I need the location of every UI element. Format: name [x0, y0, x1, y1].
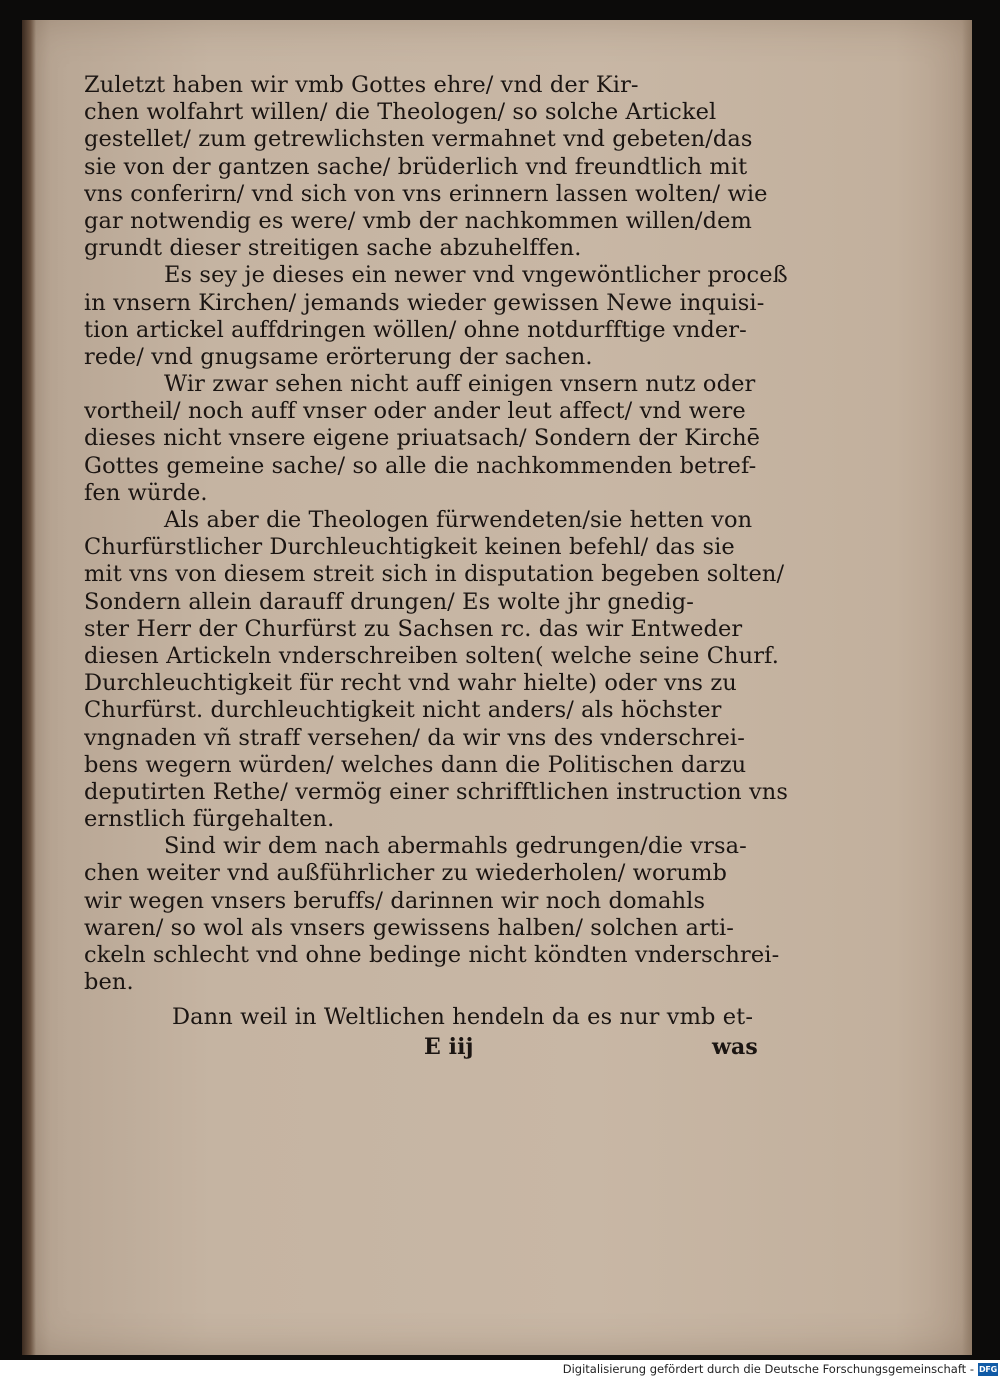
text-line: tion artickel auffdringen wöllen/ ohne notdurfftige vnder- — [84, 316, 747, 343]
text-line: chen weiter vnd außführlicher zu wiederholen/ worumb — [84, 860, 728, 887]
text-line: deputirten Rethe/ vermög einer schrifftlichen instruction vns — [84, 778, 789, 805]
text-line: Sondern allein darauff drungen/ Es wolte jhr gnedig- — [84, 588, 694, 615]
page-footer-row — [84, 1032, 824, 1062]
text-line: dieses nicht vnsere eigene priuatsach/ Sondern der Kirchē — [84, 425, 761, 452]
text-line: ster Herr der Churfürst zu Sachsen rc. das wir Entweder — [84, 615, 743, 642]
book-page — [22, 20, 972, 1355]
text-line: rede/ vnd gnugsame erörterung der sachen. — [84, 343, 593, 370]
text-line: gar notwendig es were/ vmb der nachkommen willen/dem — [84, 207, 752, 234]
text-line: vortheil/ noch auff vnser oder ander leut affect/ vnd were — [84, 398, 746, 425]
text-line: fen würde. — [84, 479, 208, 506]
text-line: grundt dieser streitigen sache abzuhelffen. — [84, 235, 582, 262]
catchword: was — [712, 1033, 758, 1060]
paragraph-start-line: Dann weil in Weltlichen hendeln da es nur vmb et- — [172, 1004, 754, 1031]
text-line: in vnsern Kirchen/ jemands wieder gewissen Newe inquisi- — [84, 289, 765, 316]
text-line: vngnaden vñ straff versehen/ da wir vns des vnderschrei- — [84, 724, 745, 751]
text-line: bens wegern würden/ welches dann die Politischen darzu — [84, 751, 747, 778]
text-line: wir wegen vnsers beruffs/ darinnen wir noch domahls — [84, 887, 706, 914]
text-line: ben. — [84, 969, 134, 996]
text-line: mit vns von diesem streit sich in disputation begeben solten/ — [84, 561, 785, 588]
text-line: Durchleuchtigkeit für recht vnd wahr hielte) oder vns zu — [84, 670, 737, 697]
page-right-edge — [962, 20, 972, 1355]
text-line: vns conferirn/ vnd sich von vns erinnern lassen wolten/ wie — [84, 180, 768, 207]
text-line: ckeln schlecht vnd ohne bedinge nicht köndten vnderschrei- — [84, 942, 780, 968]
page-text-block — [84, 72, 824, 1062]
funding-text: Digitalisierung gefördert durch die Deutsche Forschungsgemeinschaft - — [562, 1362, 974, 1376]
text-line: diesen Artickeln vnderschreiben solten( welche seine Churf. — [84, 642, 779, 669]
text-line: ernstlich fürgehalten. — [84, 806, 335, 833]
text-line: sie von der gantzen sache/ brüderlich vnd freundtlich mit — [84, 153, 748, 180]
paragraph-start-line: Sind wir dem nach abermahls gedrungen/die vrsa- — [164, 833, 747, 860]
text-line: Churfürst. durchleuchtigkeit nicht anders/ als höchster — [84, 697, 722, 724]
signature-mark: E iij — [424, 1033, 474, 1060]
text-line: Gottes gemeine sache/ so alle die nachkommenden betref- — [84, 452, 757, 479]
paragraph-start-line: Es sey je dieses ein newer vnd vngewöntlicher proceß — [164, 262, 788, 289]
page-binding-shadow — [22, 20, 36, 1355]
text-line: Zuletzt haben wir vmb Gottes ehre/ vnd der Kir- — [84, 72, 639, 98]
text-line: Churfürstlicher Durchleuchtigkeit keinen befehl/ das sie — [84, 534, 735, 561]
paragraph-start-line: Als aber die Theologen fürwendeten/sie hetten von — [164, 507, 753, 533]
dfg-logo-icon[interactable]: DFG — [978, 1365, 998, 1374]
paragraph-start-line: Wir zwar sehen nicht auff einigen vnsern nutz oder — [164, 371, 756, 398]
funding-footer — [0, 1360, 1000, 1380]
text-line: waren/ so wol als vnsers gewissens halben/ solchen arti- — [84, 914, 734, 941]
text-line: chen wolfahrt willen/ die Theologen/ so solche Artickel — [84, 99, 717, 126]
text-line: gestellet/ zum getrewlichsten vermahnet vnd gebeten/das — [84, 126, 753, 153]
